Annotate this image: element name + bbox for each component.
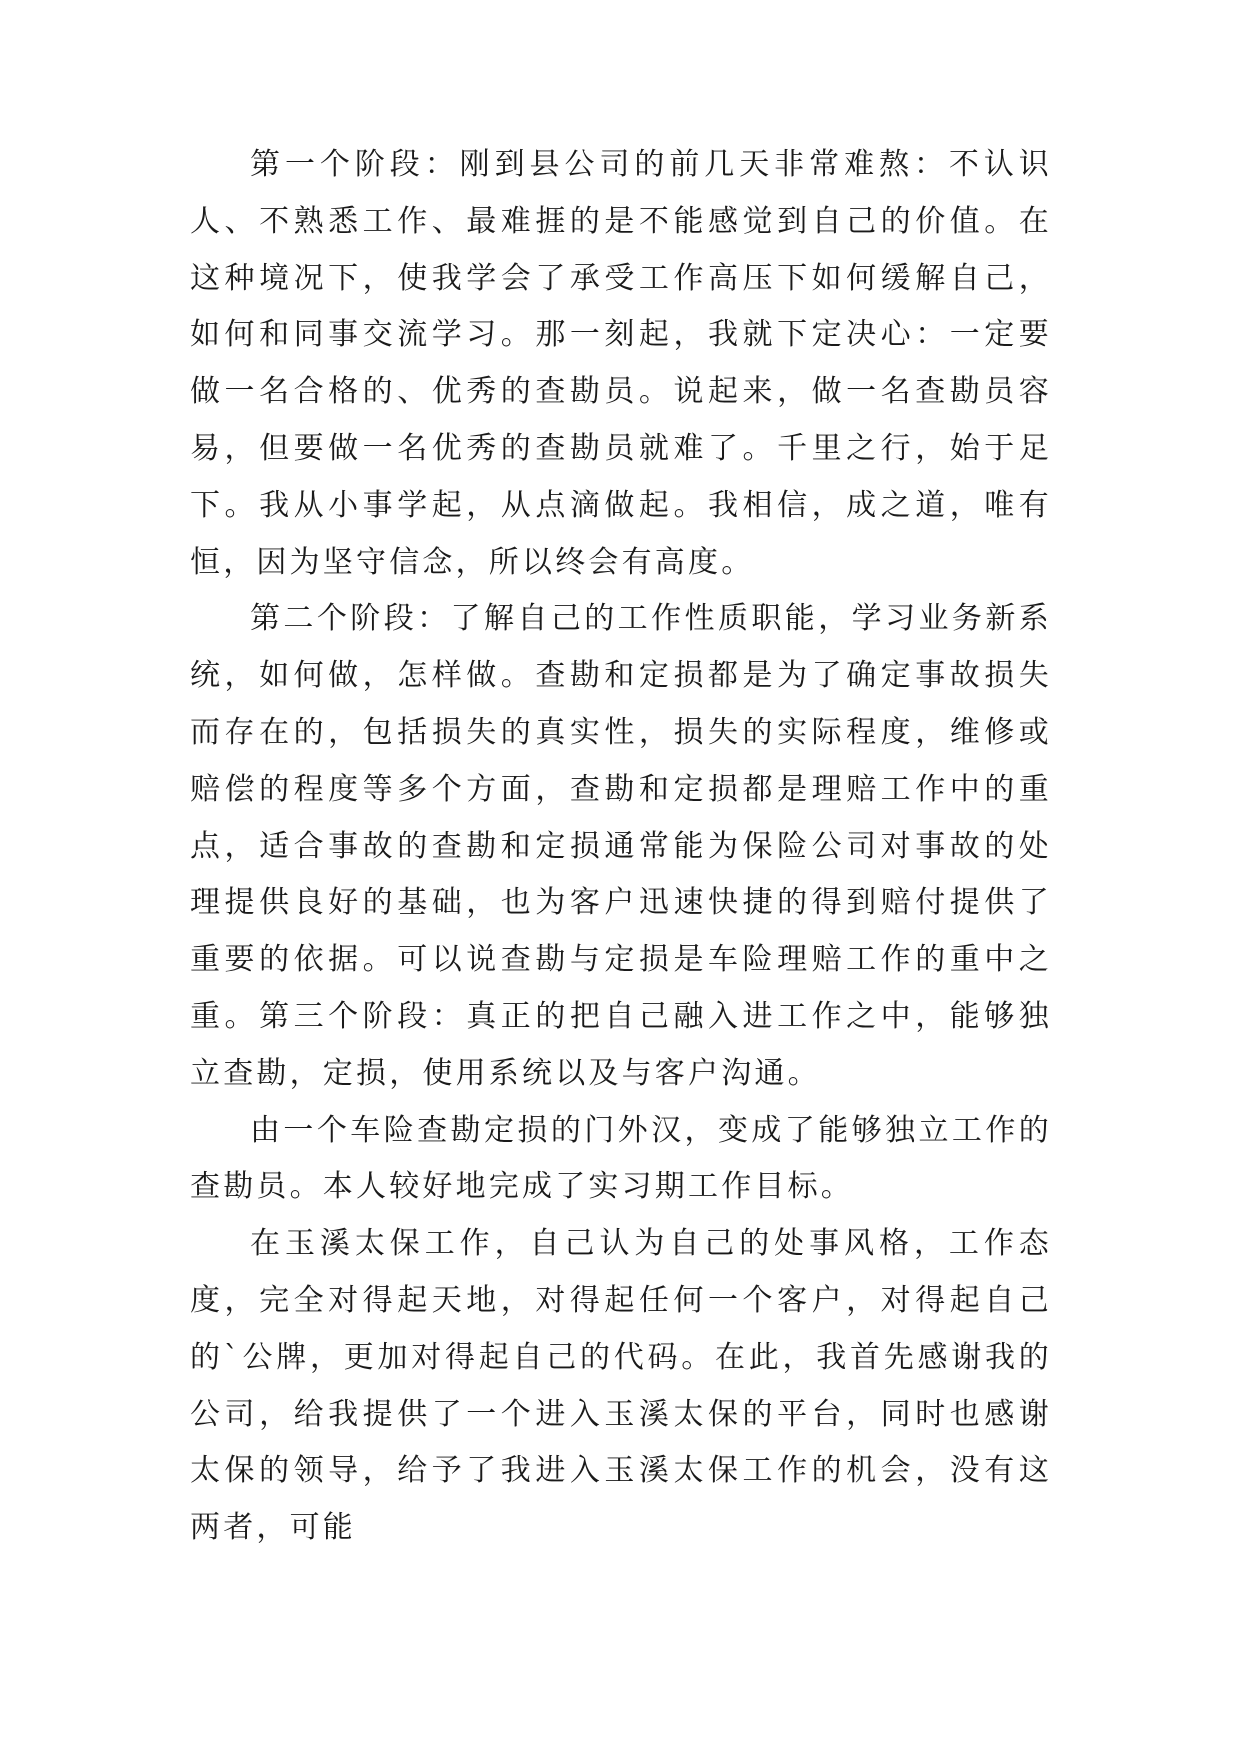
document-body xyxy=(190,137,1052,1557)
paragraph-stage-one: 第一个阶段：刚到县公司的前几天非常难熬：不认识人、不熟悉工作、最难捱的是不能感觉到自己的价值。在这种境况下，使我学会了承受工作高压下如何缓解自己，如何和同事交流学习。那一刻起，我就下定决心：一定要做一名合格的、优秀的查勘员。说起来，做一名查勘员容易，但要做一名优秀的查勘员就难了。千里之行，始于足下。我从小事学起，从点滴做起。我相信，成之道，唯有恒，因为坚守信念，所以终会有高度。 xyxy=(190,147,1052,580)
paragraph-stage-two-three: 第二个阶段：了解自己的工作性质职能，学习业务新系统，如何做，怎样做。查勘和定损都是为了确定事故损失而存在的，包括损失的真实性，损失的实际程度，维修或赔偿的程度等多个方面，查勘和定损都是理赔工作中的重点，适合事故的查勘和定损通常能为保险公司对事故的处理提供良好的基础，也为客户迅速快捷的得到赔付提供了重要的依据。可以说查勘与定损是车险理赔工作的重中之重。第三个阶段：真正的把自己融入进工作之中，能够独立查勘，定损，使用系统以及与客户沟通。 xyxy=(190,601,1052,1091)
paragraph-summary: 由一个车险查勘定损的门外汉，变成了能够独立工作的查勘员。本人较好地完成了实习期工作目标。 xyxy=(190,1112,1052,1205)
paragraph-gratitude: 在玉溪太保工作，自己认为自己的处事风格，工作态度，完全对得起天地，对得起任何一个客户，对得起自己的`公牌，更加对得起自己的代码。在此，我首先感谢我的公司，给我提供了一个进入玉溪太保的平台，同时也感谢太保的领导，给予了我进入玉溪太保工作的机会，没有这两者，可能 xyxy=(190,1226,1052,1546)
